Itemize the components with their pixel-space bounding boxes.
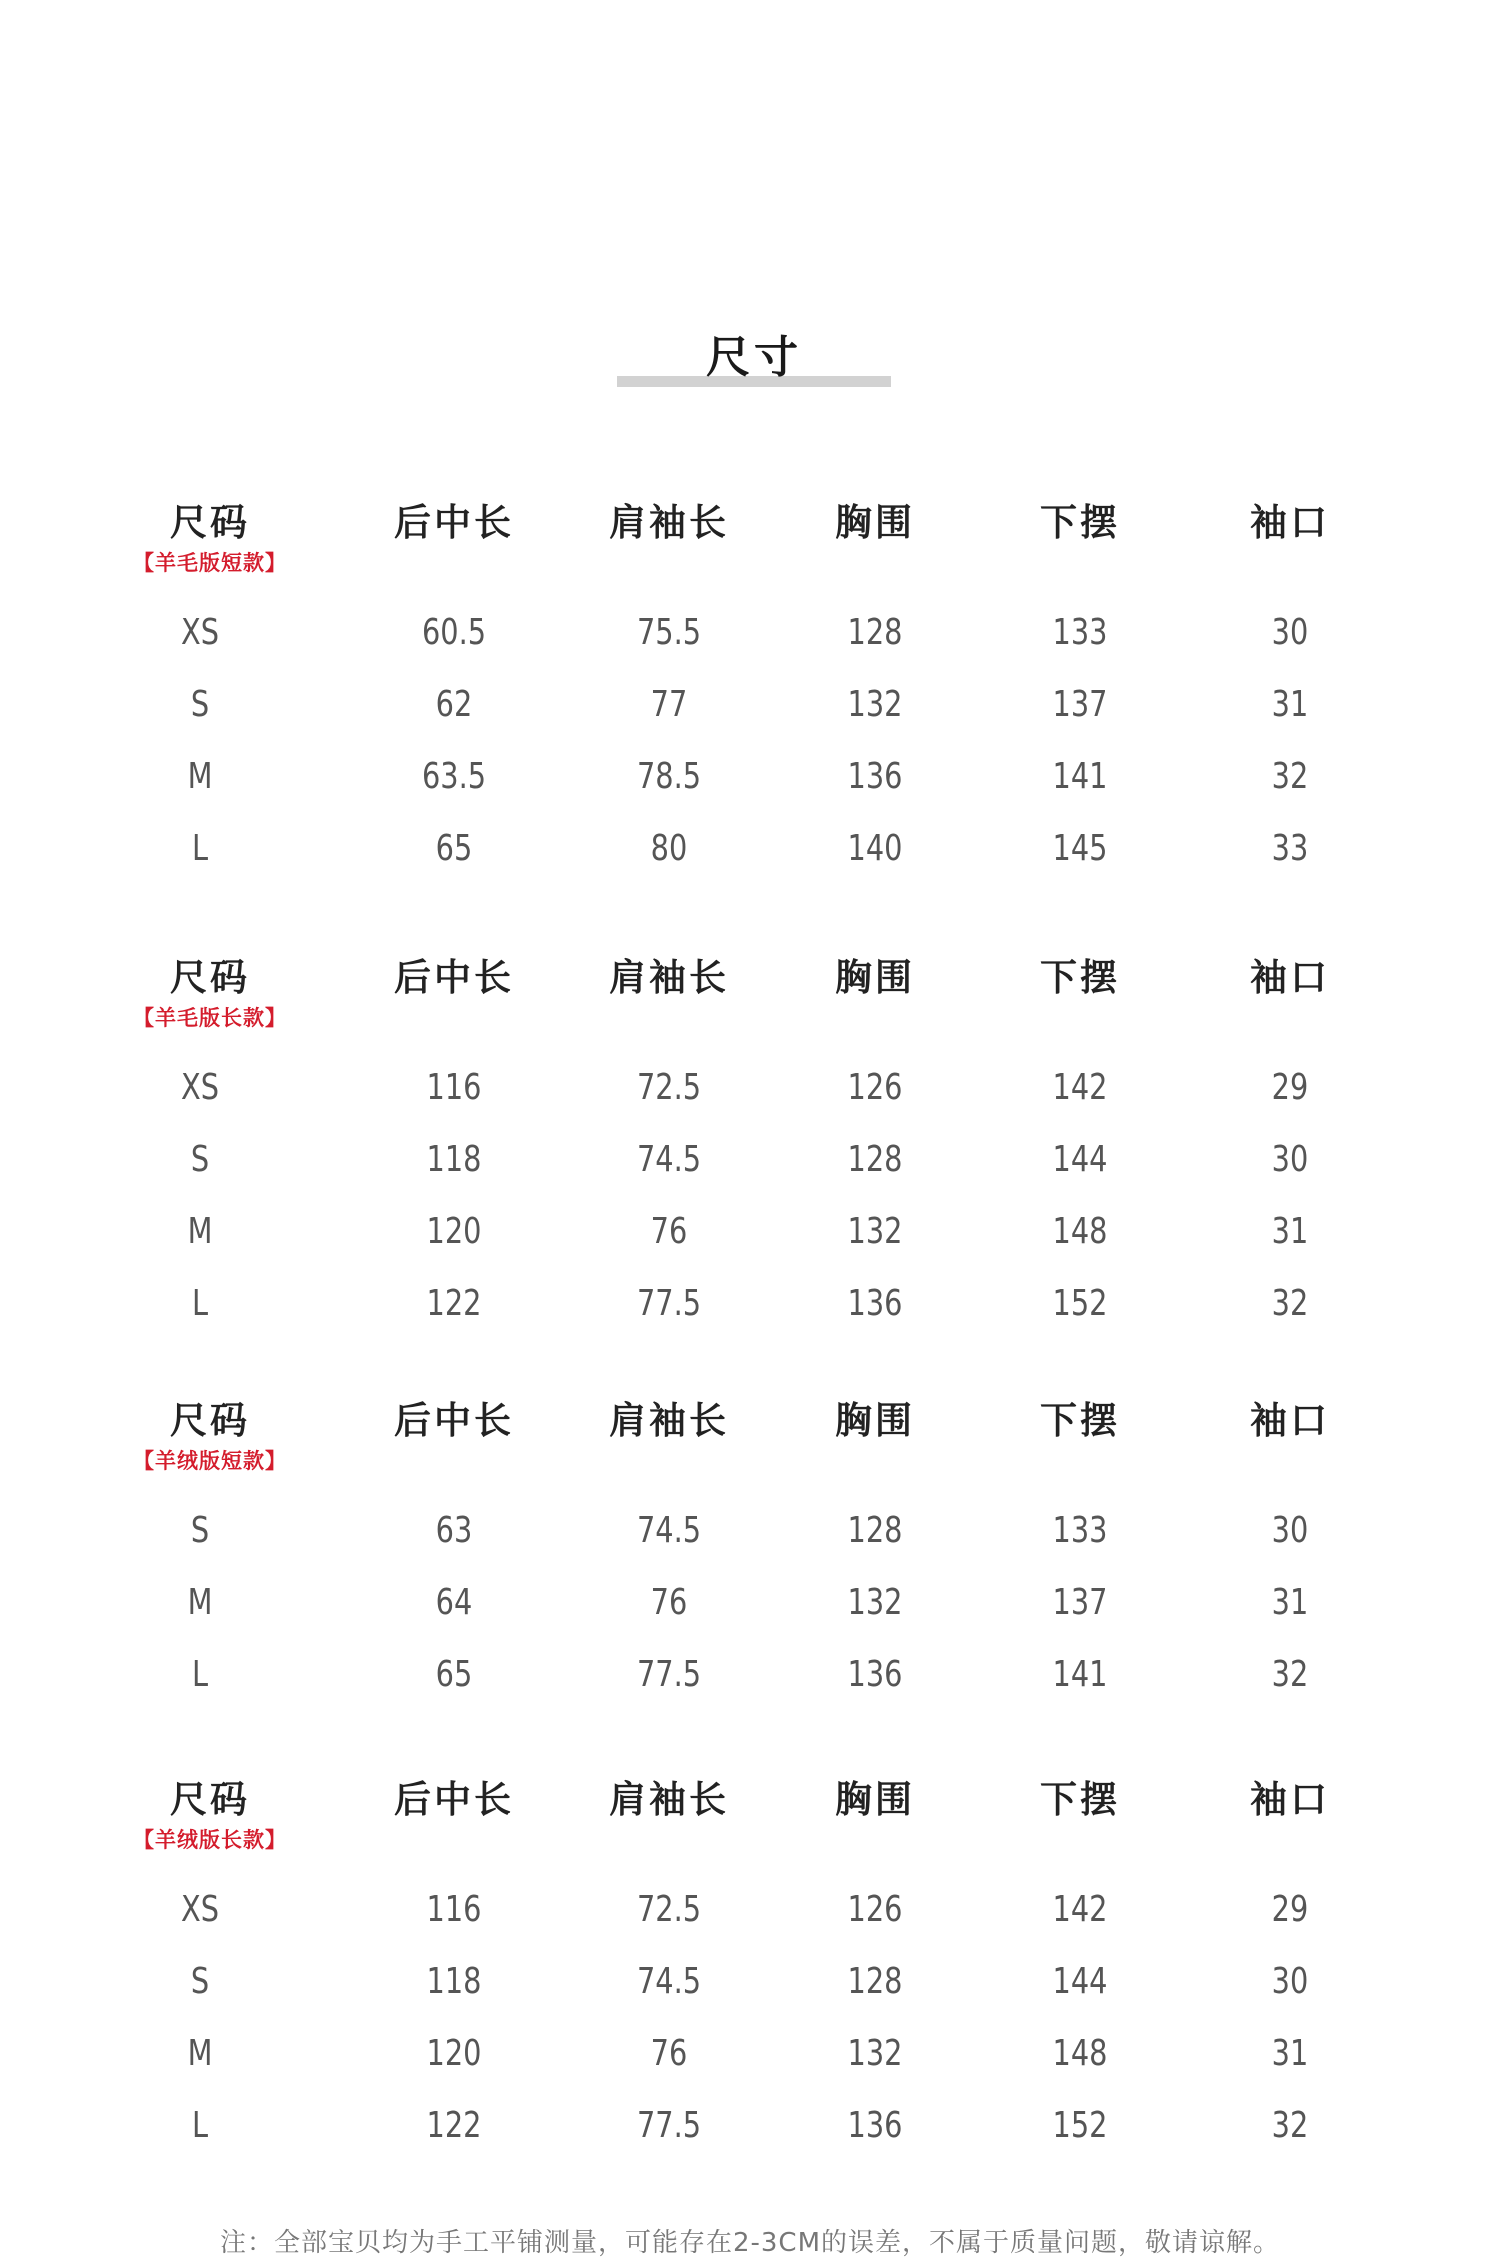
measurement-note: 注：全部宝贝均为手工平铺测量，可能存在2-3CM的误差，不属于质量问题，敬请谅解。 (219, 2228, 1281, 2258)
cell-cuff: 32 (1271, 1283, 1309, 1324)
cell-back-length: 118 (426, 1961, 482, 2002)
cell-cuff: 32 (1271, 756, 1309, 797)
cell-chest: 132 (847, 1582, 903, 1623)
cell-chest: 136 (847, 2105, 903, 2146)
header-shoulder-sleeve: 肩袖长 (609, 501, 729, 544)
cell-back-length: 65 (435, 828, 473, 869)
cell-hem: 142 (1052, 1067, 1108, 1108)
cell-size: XS (180, 1067, 219, 1108)
header-chest: 胸围 (835, 956, 915, 999)
table-subtitle: 【羊绒版长款】 (133, 1828, 287, 1852)
cell-shoulder-sleeve: 77 (650, 684, 688, 725)
cell-cuff: 31 (1271, 1211, 1309, 1252)
header-hem: 下摆 (1040, 1778, 1120, 1821)
cell-back-length: 116 (426, 1889, 482, 1930)
cell-back-length: 64 (435, 1582, 473, 1623)
cell-shoulder-sleeve: 74.5 (636, 1139, 702, 1180)
cell-hem: 137 (1052, 1582, 1108, 1623)
header-back-length: 后中长 (394, 956, 514, 999)
cell-chest: 128 (847, 1510, 903, 1551)
cell-back-length: 60.5 (421, 612, 487, 653)
cell-back-length: 63 (435, 1510, 473, 1551)
header-cuff: 袖口 (1250, 1399, 1330, 1442)
cell-back-length: 122 (426, 2105, 482, 2146)
cell-size: M (187, 756, 213, 797)
cell-shoulder-sleeve: 74.5 (636, 1510, 702, 1551)
cell-shoulder-sleeve: 76 (650, 1211, 688, 1252)
cell-size: XS (180, 612, 219, 653)
header-size: 尺码 (170, 956, 250, 999)
header-size: 尺码 (170, 1778, 250, 1821)
cell-hem: 148 (1052, 2033, 1108, 2074)
table-subtitle: 【羊毛版短款】 (133, 551, 287, 575)
header-hem: 下摆 (1040, 501, 1120, 544)
cell-shoulder-sleeve: 74.5 (636, 1961, 702, 2002)
cell-size: L (191, 1654, 209, 1695)
cell-hem: 133 (1052, 1510, 1108, 1551)
header-shoulder-sleeve: 肩袖长 (609, 1778, 729, 1821)
cell-back-length: 116 (426, 1067, 482, 1108)
header-shoulder-sleeve: 肩袖长 (609, 956, 729, 999)
cell-chest: 126 (847, 1067, 903, 1108)
cell-back-length: 120 (426, 2033, 482, 2074)
cell-chest: 128 (847, 1139, 903, 1180)
table-subtitle: 【羊绒版短款】 (133, 1449, 287, 1473)
header-chest: 胸围 (835, 501, 915, 544)
cell-hem: 152 (1052, 2105, 1108, 2146)
cell-shoulder-sleeve: 80 (650, 828, 688, 869)
cell-shoulder-sleeve: 76 (650, 2033, 688, 2074)
header-hem: 下摆 (1040, 1399, 1120, 1442)
page-title: 尺寸 (706, 332, 802, 383)
cell-cuff: 29 (1271, 1889, 1309, 1930)
header-size: 尺码 (170, 501, 250, 544)
cell-cuff: 32 (1271, 1654, 1309, 1695)
cell-size: S (190, 1139, 210, 1180)
cell-hem: 145 (1052, 828, 1108, 869)
cell-chest: 132 (847, 1211, 903, 1252)
cell-cuff: 31 (1271, 1582, 1309, 1623)
cell-hem: 141 (1052, 756, 1108, 797)
header-cuff: 袖口 (1250, 1778, 1330, 1821)
cell-size: L (191, 1283, 209, 1324)
cell-shoulder-sleeve: 75.5 (636, 612, 702, 653)
header-size: 尺码 (170, 1399, 250, 1442)
cell-size: L (191, 2105, 209, 2146)
header-cuff: 袖口 (1250, 501, 1330, 544)
cell-size: S (190, 684, 210, 725)
cell-hem: 152 (1052, 1283, 1108, 1324)
cell-hem: 141 (1052, 1654, 1108, 1695)
cell-chest: 128 (847, 1961, 903, 2002)
cell-shoulder-sleeve: 72.5 (636, 1889, 702, 1930)
cell-chest: 132 (847, 684, 903, 725)
cell-back-length: 120 (426, 1211, 482, 1252)
cell-cuff: 32 (1271, 2105, 1309, 2146)
header-back-length: 后中长 (394, 1778, 514, 1821)
cell-cuff: 30 (1271, 1139, 1309, 1180)
cell-chest: 128 (847, 612, 903, 653)
header-back-length: 后中长 (394, 1399, 514, 1442)
cell-cuff: 29 (1271, 1067, 1309, 1108)
cell-chest: 132 (847, 2033, 903, 2074)
cell-hem: 148 (1052, 1211, 1108, 1252)
cell-shoulder-sleeve: 77.5 (636, 2105, 702, 2146)
cell-size: S (190, 1961, 210, 2002)
cell-hem: 144 (1052, 1139, 1108, 1180)
page-title-block (617, 330, 891, 390)
cell-shoulder-sleeve: 76 (650, 1582, 688, 1623)
cell-back-length: 122 (426, 1283, 482, 1324)
cell-chest: 140 (847, 828, 903, 869)
cell-back-length: 118 (426, 1139, 482, 1180)
cell-shoulder-sleeve: 77.5 (636, 1654, 702, 1695)
cell-size: M (187, 1211, 213, 1252)
cell-chest: 126 (847, 1889, 903, 1930)
header-chest: 胸围 (835, 1399, 915, 1442)
cell-hem: 133 (1052, 612, 1108, 653)
cell-size: M (187, 1582, 213, 1623)
cell-shoulder-sleeve: 77.5 (636, 1283, 702, 1324)
cell-chest: 136 (847, 1283, 903, 1324)
cell-cuff: 33 (1271, 828, 1309, 869)
cell-hem: 142 (1052, 1889, 1108, 1930)
cell-cuff: 31 (1271, 2033, 1309, 2074)
cell-cuff: 30 (1271, 1961, 1309, 2002)
cell-back-length: 65 (435, 1654, 473, 1695)
table-subtitle: 【羊毛版长款】 (133, 1006, 287, 1030)
header-back-length: 后中长 (394, 501, 514, 544)
cell-cuff: 30 (1271, 612, 1309, 653)
header-hem: 下摆 (1040, 956, 1120, 999)
cell-size: M (187, 2033, 213, 2074)
cell-back-length: 63.5 (421, 756, 487, 797)
cell-hem: 144 (1052, 1961, 1108, 2002)
cell-cuff: 31 (1271, 684, 1309, 725)
cell-size: S (190, 1510, 210, 1551)
cell-hem: 137 (1052, 684, 1108, 725)
header-chest: 胸围 (835, 1778, 915, 1821)
cell-cuff: 30 (1271, 1510, 1309, 1551)
cell-chest: 136 (847, 1654, 903, 1695)
header-cuff: 袖口 (1250, 956, 1330, 999)
cell-size: L (191, 828, 209, 869)
cell-size: XS (180, 1889, 219, 1930)
cell-chest: 136 (847, 756, 903, 797)
cell-back-length: 62 (435, 684, 473, 725)
cell-shoulder-sleeve: 72.5 (636, 1067, 702, 1108)
header-shoulder-sleeve: 肩袖长 (609, 1399, 729, 1442)
cell-shoulder-sleeve: 78.5 (636, 756, 702, 797)
